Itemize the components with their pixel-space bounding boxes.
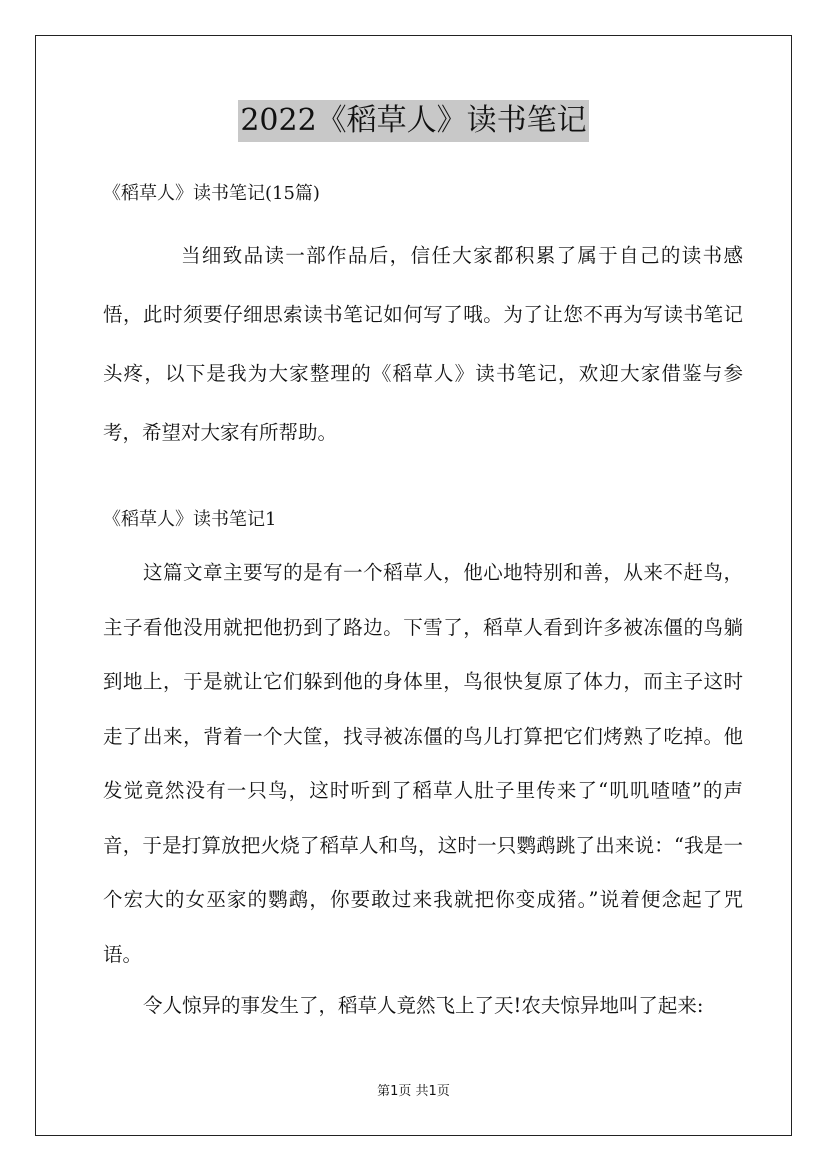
- body-paragraph-2: 令人惊异的事发生了，稻草人竟然飞上了天!农夫惊异地叫了起来:: [143, 994, 704, 1017]
- section-heading: 《稻草人》读书笔记1: [103, 509, 277, 530]
- page-footer: 第1页 共1页: [377, 1084, 450, 1099]
- document-title: 2022《稻草人》读书笔记: [238, 100, 588, 142]
- body-paragraph-1: 这篇文章主要写的是有一个稻草人，他心地特别和善，从来不赶鸟，主子看他没用就把他扔到了路边。下雪了，稻草人看到许多被冻僵的鸟躺到地上，于是就让它们躲到他的身体里，鸟很快复原了体力，而主子这时走了出来，背着一个大筐，找寻被冻僵的鸟儿打算把它们烤熟了吃掉。他发觉竟然没有一只鸟，这时听到了稻草人肚子里传来了“叽叽喳喳”的声音，于是打算放把火烧了稻草人和鸟，这时一只鹦鹉跳了出来说：“我是一个宏大的女巫家的鹦鹉，你要敢过来我就把你变成猪。”说着便念起了咒语。: [103, 561, 743, 966]
- title-container: [0, 100, 827, 142]
- document-subtitle: 《稻草人》读书笔记(15篇): [103, 183, 320, 204]
- intro-paragraph: 当细致品读一部作品后，信任大家都积累了属于自己的读书感悟，此时须要仔细思索读书笔记如何写了哦。为了让您不再为写读书笔记头疼，以下是我为大家整理的《稻草人》读书笔记，欢迎大家借鉴与参考，希望对大家有所帮助。: [103, 244, 743, 444]
